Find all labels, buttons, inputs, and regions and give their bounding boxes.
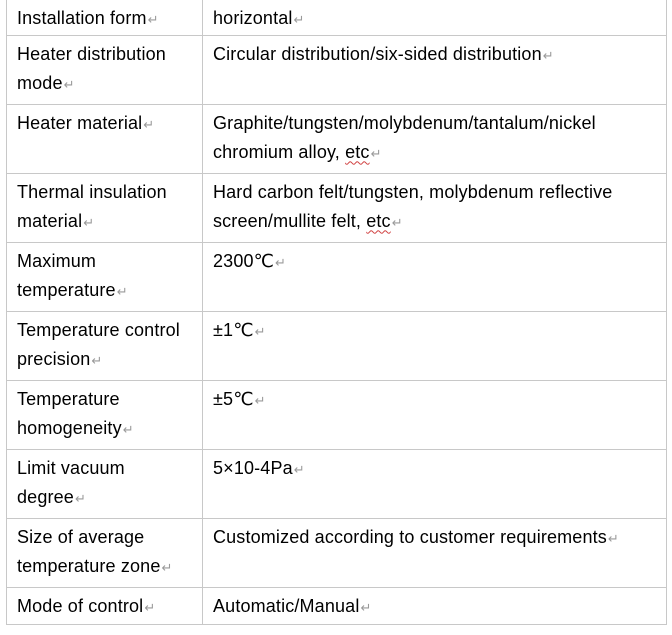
- return-mark-icon: ↵: [122, 421, 134, 437]
- return-mark-icon: ↵: [275, 254, 287, 270]
- return-mark-icon: ↵: [116, 283, 128, 299]
- row-label: [7, 380, 203, 449]
- row-value-text: ±1℃: [213, 319, 254, 340]
- row-value: [203, 587, 667, 624]
- row-value-text: Automatic/Manual: [213, 595, 360, 616]
- return-mark-icon: ↵: [293, 12, 305, 27]
- row-value-text: ±5℃: [213, 388, 254, 409]
- row-label: [7, 242, 203, 311]
- table-row: [7, 587, 667, 624]
- return-mark-icon: ↵: [391, 214, 403, 230]
- return-mark-icon: ↵: [143, 116, 155, 132]
- return-mark-icon: ↵: [161, 559, 173, 575]
- table-row: [7, 104, 667, 173]
- row-label: [7, 104, 203, 173]
- table-row: [7, 35, 667, 104]
- return-mark-icon: ↵: [254, 392, 266, 408]
- row-value-text: Hard carbon felt/tungsten, molybdenum reflective screen/mullite felt,: [213, 181, 613, 231]
- row-value-text: Customized according to customer requirements: [213, 526, 607, 547]
- row-value-text: Circular distribution/six-sided distribution: [213, 43, 542, 64]
- row-value: [203, 311, 667, 380]
- return-mark-icon: ↵: [74, 490, 86, 506]
- return-mark-icon: ↵: [607, 530, 619, 546]
- table-row: [7, 449, 667, 518]
- return-mark-icon: ↵: [360, 599, 372, 615]
- row-label-text: Maximum temperature: [17, 250, 116, 300]
- table-row: [7, 380, 667, 449]
- table-row: [7, 0, 667, 35]
- row-label: [7, 311, 203, 380]
- return-mark-icon: ↵: [542, 47, 554, 63]
- row-label: [7, 449, 203, 518]
- row-value: [203, 173, 667, 242]
- return-mark-icon: ↵: [83, 214, 95, 230]
- table-row: [7, 173, 667, 242]
- row-label-text: Thermal insulation material: [17, 181, 167, 231]
- row-label: [7, 0, 203, 35]
- table-row: [7, 242, 667, 311]
- return-mark-icon: ↵: [147, 12, 159, 27]
- row-label-text: Heater material: [17, 112, 143, 133]
- row-label-text: Heater distribution mode: [17, 43, 166, 93]
- row-value-text: horizontal: [213, 8, 293, 28]
- row-label-text: Limit vacuum degree: [17, 457, 125, 507]
- return-mark-icon: ↵: [91, 352, 103, 368]
- spellcheck-flagged-word: etc: [366, 210, 391, 231]
- return-mark-icon: ↵: [293, 461, 305, 477]
- row-value-text: Graphite/tungsten/molybdenum/tantalum/nickel chromium alloy,: [213, 112, 596, 162]
- return-mark-icon: ↵: [144, 599, 156, 615]
- table-row: [7, 311, 667, 380]
- row-label: [7, 518, 203, 587]
- row-label-text: Mode of control: [17, 595, 144, 616]
- row-value-text: 2300℃: [213, 250, 275, 271]
- row-value: [203, 35, 667, 104]
- return-mark-icon: ↵: [254, 323, 266, 339]
- row-value: [203, 104, 667, 173]
- row-label-text: Installation form: [17, 8, 147, 28]
- table-row: [7, 518, 667, 587]
- return-mark-icon: ↵: [370, 145, 382, 161]
- specification-table: [6, 0, 667, 625]
- return-mark-icon: ↵: [63, 76, 75, 92]
- row-label-text: Size of average temperature zone: [17, 526, 161, 576]
- row-label: [7, 587, 203, 624]
- row-label: [7, 173, 203, 242]
- row-label-text: Temperature homogeneity: [17, 388, 122, 438]
- row-value: [203, 0, 667, 35]
- spellcheck-flagged-word: etc: [345, 141, 370, 162]
- row-value: [203, 449, 667, 518]
- row-value: [203, 380, 667, 449]
- row-label: [7, 35, 203, 104]
- row-label-text: Temperature control precision: [17, 319, 180, 369]
- row-value-text: 5×10-4Pa: [213, 457, 293, 478]
- row-value: [203, 242, 667, 311]
- row-value: [203, 518, 667, 587]
